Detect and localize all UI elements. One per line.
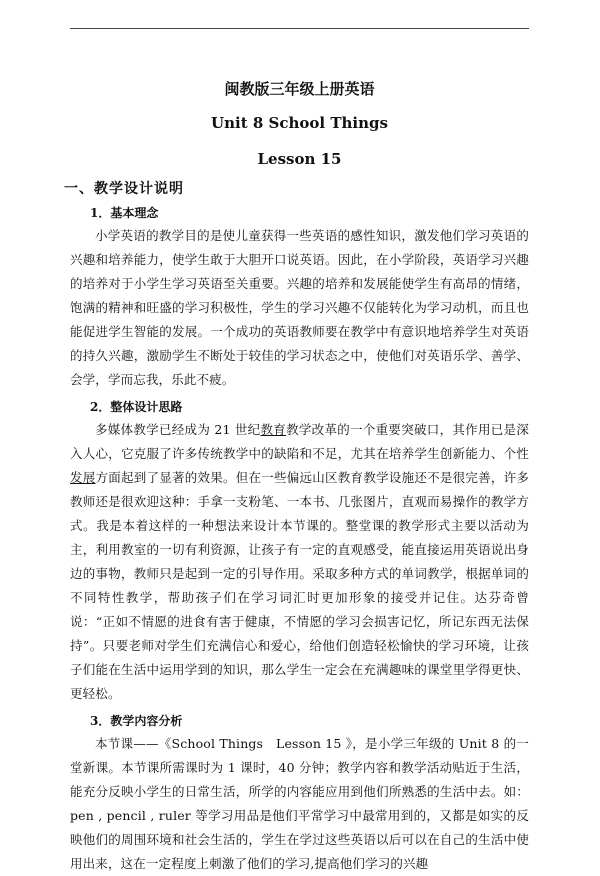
section-heading-design: 一、教学设计说明: [64, 181, 184, 197]
document-page: [64, 80, 529, 876]
subheading-content-analysis: 3．教学内容分析: [90, 714, 183, 728]
subheading-basic-concept: 1．基本理念: [90, 206, 159, 220]
header-rule: [70, 28, 529, 29]
text-run: 多媒体教学已经成为 21 世纪: [95, 422, 261, 437]
subheading-overall-design: 2．整体设计思路: [90, 400, 183, 414]
lesson-title: Lesson 15: [257, 150, 342, 168]
unit-title: Unit 8 School Things: [211, 114, 388, 132]
paragraph-content-analysis: 本节课——《School Things Lesson 15 》，是小学三年级的 Unit 8 的一堂新课。本节课所需课时为 1 课时，40 分钟；教学内容和教学活动贴近于生活，能充分反映小学生的日常生活，所学的内容能应用到他们所熟悉的生活中去。如：pen , pencil , ruler 等学习用品是他们平常学习中最常用到的，又都是如实的反映他们的周围环境和社会生活的，学生在学过这些英语以后可以在自己的生活中使用出来，这在一定程度上刺激了他们的学习,提高他们学习的兴趣: [70, 736, 529, 871]
underlined-link-development[interactable]: 发展: [70, 470, 96, 485]
text-run: 教学改革的一个重要突破口，其作用已是深入人心，它克服了许多传统教学中的缺陷和不足，尤其在培养学生创新能力、个性: [70, 422, 529, 461]
paragraph-basic-concept: 小学英语的教学目的是使儿童获得一些英语的感性知识，激发他们学习英语的兴趣和培养能力，使学生敢于大胆开口说英语。因此，在小学阶段，英语学习兴趣的培养对于小学生学习英语至关重要。兴趣的培养和发展能使学生有高昂的情绪，饱满的精神和旺盛的学习积极性，学生的学习兴趣不仅能转化为学习动机，而且也能促进学生智能的发展。一个成功的英语教师要在教学中有意识地培养学生对英语的持久兴趣，激励学生不断处于较佳的学习状态之中，使他们对英语乐学、善学、会学，学而忘我，乐此不疲。: [70, 228, 529, 387]
underlined-link-education[interactable]: 教育: [260, 422, 287, 437]
text-run: 方面起到了显著的效果。但在一些偏远山区教育教学设施还不是很完善，许多教师还是很欢迎这种：手拿一支粉笔、一本书、几张图片，直观而易操作的教学方式。我是本着这样的一种想法来设计本节课的。整堂课的教学形式主要以活动为主，利用教室的一切有利资源，让孩子有一定的直观感受，能直接运用英语说出身边的事物，教师只是起到一定的引导作用。采取多种方式的单词教学，根据单词的不同特性教学，帮助孩子们在学习词汇时更加形象的接受并记住。达芬奇曾说：“正如不情愿的进食有害于健康，不情愿的学习会损害记忆，所记东西无法保持”。只要老师对学生们充满信心和爱心，给他们创造轻松愉快的学习环境，让孩子们能在生活中运用学到的知识，那么学生一定会在充满趣味的课堂里学得更快、更轻松。: [70, 470, 529, 701]
paragraph-overall-design: [70, 418, 529, 706]
document-title: 闽教版三年级上册英语: [224, 80, 375, 98]
